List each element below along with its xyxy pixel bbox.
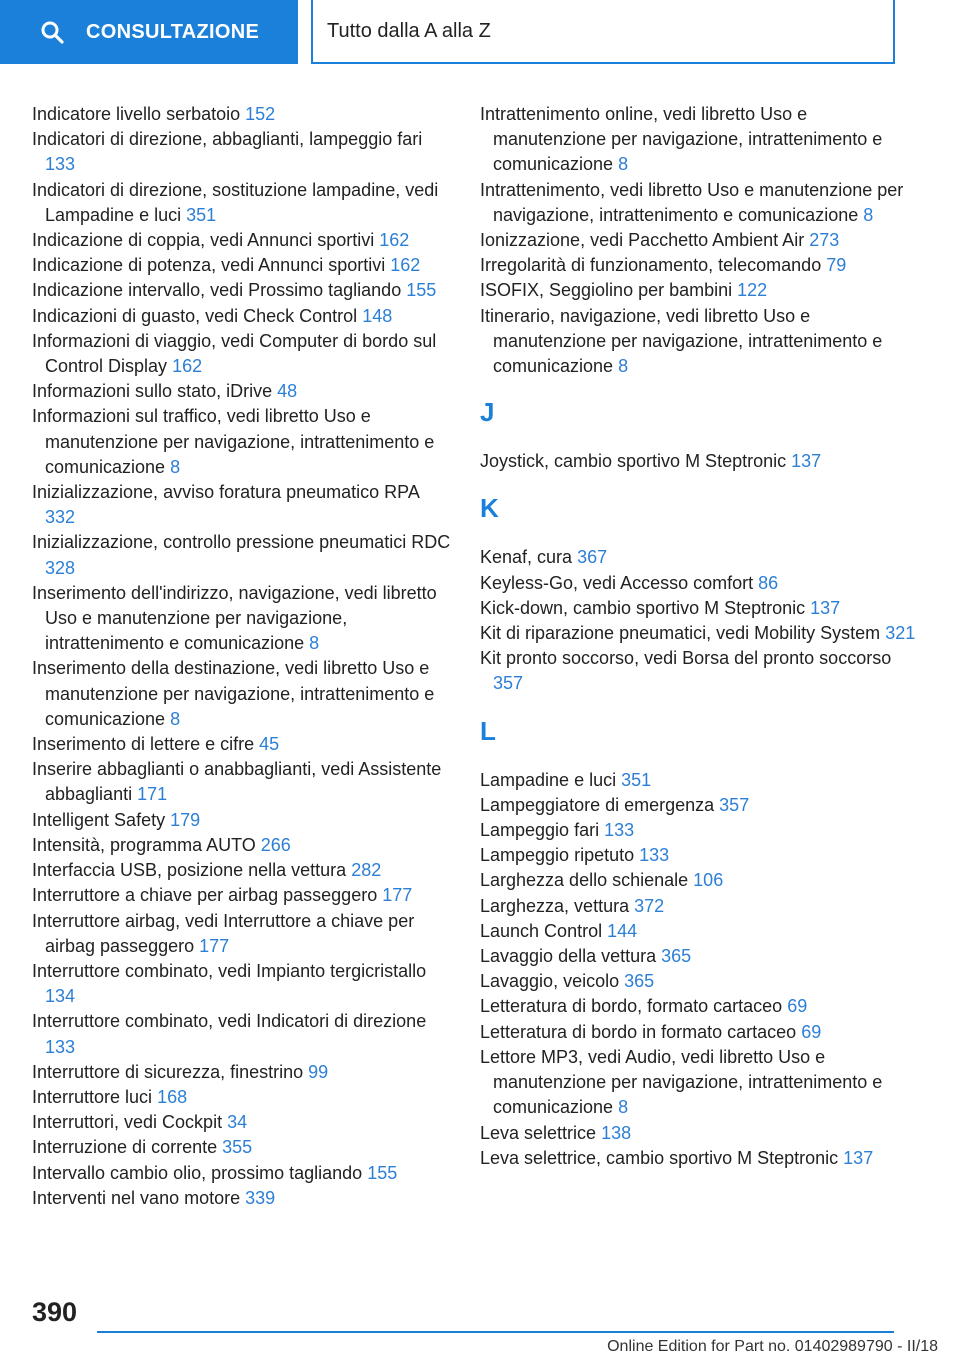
page-reference-link[interactable]: 273 bbox=[809, 230, 840, 251]
letter-heading-l: L bbox=[480, 715, 496, 746]
page-reference-link[interactable]: 351 bbox=[621, 769, 652, 790]
entry-text: Kenaf, cura bbox=[480, 547, 573, 568]
entry-text: Inizializzazione, avviso foratura pneumatico RPA bbox=[32, 482, 419, 503]
entry-text: Lampeggio ripetuto bbox=[480, 845, 635, 866]
index-entry bbox=[32, 1161, 452, 1186]
entry-text: Kit pronto soccorso, vedi Borsa del pronto soccorso bbox=[480, 648, 892, 669]
entry-text: Letteratura di bordo, formato cartaceo bbox=[480, 996, 783, 1017]
footer-divider bbox=[97, 1331, 894, 1333]
entry-text: Indicazione intervallo, vedi Prossimo tagliando bbox=[32, 280, 402, 301]
page-reference-link[interactable]: 332 bbox=[45, 507, 76, 528]
index-entry bbox=[480, 449, 920, 474]
index-entry bbox=[32, 959, 452, 1009]
index-group-l bbox=[480, 768, 920, 1171]
index-entry bbox=[480, 768, 920, 793]
index-entry bbox=[480, 646, 920, 696]
index-entry bbox=[32, 858, 452, 883]
entry-text: Informazioni sul traffico, vedi libretto Uso e manutenzione per navigazione, intrattenimento e comunicazione bbox=[32, 406, 435, 477]
index-group-k bbox=[480, 545, 920, 696]
index-entry bbox=[32, 178, 452, 228]
index-entry bbox=[32, 329, 452, 379]
index-entry bbox=[480, 102, 920, 178]
page-reference-link[interactable]: 179 bbox=[170, 809, 201, 830]
index-entry bbox=[480, 868, 920, 893]
page-reference-link[interactable]: 133 bbox=[45, 1036, 76, 1057]
index-entry bbox=[32, 909, 452, 959]
entry-text: Lettore MP3, vedi Audio, vedi libretto Uso e manutenzione per navigazione, intrattenimento e comunicazione bbox=[480, 1046, 883, 1118]
index-entry bbox=[480, 253, 920, 278]
index-entry bbox=[32, 530, 452, 580]
page-reference-link[interactable]: 8 bbox=[170, 708, 181, 729]
entry-text: Indicatori di direzione, abbaglianti, lampeggio fari bbox=[32, 129, 423, 150]
page-reference-link[interactable]: 365 bbox=[624, 971, 655, 992]
entry-text: Interruttore a chiave per airbag passeggero bbox=[32, 885, 378, 906]
page-reference-link[interactable]: 162 bbox=[390, 255, 421, 276]
page-reference-link[interactable]: 162 bbox=[172, 356, 203, 377]
index-group-i bbox=[480, 102, 920, 379]
page-reference-link[interactable]: 171 bbox=[137, 784, 168, 805]
page-reference-link[interactable]: 282 bbox=[351, 860, 382, 881]
index-entry bbox=[32, 404, 452, 480]
page-reference-link[interactable]: 34 bbox=[227, 1112, 248, 1133]
entry-text: Inserimento di lettere e cifre bbox=[32, 734, 255, 755]
entry-text: Interruttore combinato, vedi Impianto tergicristallo bbox=[32, 960, 427, 981]
index-entry bbox=[480, 969, 920, 994]
entry-text: Indicazioni di guasto, vedi Check Control bbox=[32, 305, 358, 326]
index-entry bbox=[32, 732, 452, 757]
page-reference-link[interactable]: 122 bbox=[737, 280, 768, 301]
entry-text: Itinerario, navigazione, vedi libretto Uso e manutenzione per navigazione, intrattenimento e comunicazione bbox=[480, 305, 883, 377]
entry-text: Kick-down, cambio sportivo M Steptronic bbox=[480, 597, 806, 618]
entry-text: Lampadine e luci bbox=[480, 769, 617, 790]
entry-text: Leva selettrice, cambio sportivo M Steptronic bbox=[480, 1147, 839, 1168]
index-entry bbox=[32, 253, 452, 278]
entry-text: ISOFIX, Seggiolino per bambini bbox=[480, 280, 733, 301]
index-entry bbox=[480, 304, 920, 380]
page-reference-link[interactable]: 168 bbox=[157, 1086, 188, 1107]
tab-consultazione[interactable] bbox=[0, 0, 298, 64]
entry-text: Inserimento della destinazione, vedi libretto Uso e manutenzione per navigazione, intrattenimento e comunicazione bbox=[32, 658, 435, 729]
page-reference-link[interactable]: 357 bbox=[493, 673, 524, 694]
page-reference-link[interactable]: 133 bbox=[604, 820, 635, 841]
index-entry bbox=[480, 944, 920, 969]
index-entry bbox=[480, 793, 920, 818]
entry-text: Interruttore combinato, vedi Indicatori di direzione bbox=[32, 1011, 427, 1032]
index-entry bbox=[480, 843, 920, 868]
page-reference-link[interactable]: 138 bbox=[601, 1122, 632, 1143]
index-entry bbox=[32, 581, 452, 657]
entry-text: Interventi nel vano motore bbox=[32, 1187, 241, 1208]
index-entry bbox=[480, 278, 920, 303]
index-entry bbox=[480, 1020, 920, 1045]
page-reference-link[interactable]: 152 bbox=[245, 104, 276, 124]
index-group-j bbox=[480, 449, 920, 474]
index-entry bbox=[32, 808, 452, 833]
page-reference-link[interactable]: 367 bbox=[577, 547, 608, 568]
entry-text: Indicazione di potenza, vedi Annunci sportivi bbox=[32, 255, 386, 276]
page-reference-link[interactable]: 144 bbox=[607, 920, 638, 941]
entry-text: Lavaggio della vettura bbox=[480, 946, 657, 967]
letter-heading-j: J bbox=[480, 397, 495, 428]
page-reference-link[interactable]: 45 bbox=[259, 734, 280, 755]
entry-text: Indicatori di direzione, sostituzione lampadine, vedi Lampadine e luci bbox=[32, 179, 439, 225]
index-entry bbox=[32, 1110, 452, 1135]
index-entry bbox=[480, 545, 920, 570]
entry-text: Launch Control bbox=[480, 920, 603, 941]
index-entry bbox=[480, 1121, 920, 1146]
index-entry bbox=[32, 228, 452, 253]
entry-text: Lavaggio, veicolo bbox=[480, 971, 620, 992]
page-reference-link[interactable]: 133 bbox=[639, 845, 670, 866]
entry-text: Intelligent Safety bbox=[32, 809, 166, 830]
entry-text: Intervallo cambio olio, prossimo tagliando bbox=[32, 1162, 363, 1183]
entry-text: Informazioni sullo stato, iDrive bbox=[32, 381, 273, 402]
index-entry bbox=[480, 994, 920, 1019]
entry-text: Intrattenimento, vedi libretto Uso e manutenzione per navigazione, intrattenimento e comunicazione bbox=[480, 179, 904, 225]
index-entry bbox=[480, 818, 920, 843]
index-column-right bbox=[480, 102, 920, 1171]
entry-text: Inserimento dell'indirizzo, navigazione, vedi libretto Uso e manutenzione per navigazione, intrattenimento e comunicazione bbox=[32, 582, 437, 654]
entry-text: Interruttore luci bbox=[32, 1086, 153, 1107]
entry-text: Keyless-Go, vedi Accesso comfort bbox=[480, 572, 754, 593]
index-entry bbox=[32, 480, 452, 530]
page-reference-link[interactable]: 69 bbox=[801, 1021, 822, 1042]
index-entry bbox=[32, 304, 452, 329]
index-entry bbox=[32, 278, 452, 303]
entry-text: Interruttore di sicurezza, finestrino bbox=[32, 1061, 304, 1082]
entry-text: Lampeggiatore di emergenza bbox=[480, 794, 715, 815]
entry-text: Irregolarità di funzionamento, telecomando bbox=[480, 255, 822, 276]
index-entry bbox=[480, 178, 920, 228]
entry-text: Kit di riparazione pneumatici, vedi Mobility System bbox=[480, 623, 881, 644]
page-reference-link[interactable]: 8 bbox=[618, 154, 629, 175]
page-reference-link[interactable]: 48 bbox=[277, 381, 298, 402]
page-reference-link[interactable]: 99 bbox=[308, 1061, 329, 1082]
page-reference-link[interactable]: 133 bbox=[45, 154, 76, 175]
index-entry bbox=[32, 656, 452, 732]
index-entry bbox=[480, 596, 920, 621]
index-entry bbox=[32, 1135, 452, 1160]
page-reference-link[interactable]: 137 bbox=[791, 451, 822, 472]
index-entry bbox=[480, 571, 920, 596]
index-entry bbox=[32, 1060, 452, 1085]
page-reference-link[interactable]: 339 bbox=[245, 1187, 276, 1208]
index-entry bbox=[32, 883, 452, 908]
page-reference-link[interactable]: 134 bbox=[45, 986, 76, 1007]
page-reference-link[interactable]: 137 bbox=[810, 597, 841, 618]
entry-text: Interruzione di corrente bbox=[32, 1137, 218, 1158]
page-number: 390 bbox=[32, 1297, 78, 1327]
index-entry bbox=[480, 1146, 920, 1171]
page-reference-link[interactable]: 8 bbox=[309, 633, 320, 654]
page-reference-link[interactable]: 177 bbox=[382, 885, 413, 906]
page-reference-link[interactable]: 148 bbox=[362, 305, 393, 326]
entry-text: Inizializzazione, controllo pressione pneumatici RDC bbox=[32, 532, 451, 553]
entry-text: Interruttore airbag, vedi Interruttore a chiave per airbag passeggero bbox=[32, 910, 415, 956]
index-entry bbox=[32, 1085, 452, 1110]
entry-text: Joystick, cambio sportivo M Steptronic bbox=[480, 451, 787, 472]
letter-heading-k: K bbox=[480, 493, 499, 524]
index-entry bbox=[480, 228, 920, 253]
page-reference-link[interactable]: 321 bbox=[885, 623, 916, 644]
page-reference-link[interactable]: 328 bbox=[45, 557, 76, 578]
entry-text: Interfaccia USB, posizione nella vettura bbox=[32, 860, 347, 881]
page-reference-link[interactable]: 162 bbox=[379, 230, 410, 251]
index-column-left bbox=[32, 102, 452, 1211]
index-entry bbox=[32, 1186, 452, 1211]
page-reference-link[interactable]: 79 bbox=[826, 255, 847, 276]
entry-text: Indicazione di coppia, vedi Annunci sportivi bbox=[32, 230, 375, 251]
edition-footer: Online Edition for Part no. 01402989790 - II/18 bbox=[607, 1338, 938, 1355]
page-reference-link[interactable]: 155 bbox=[406, 280, 437, 301]
search-icon bbox=[40, 20, 64, 44]
index-entry bbox=[480, 621, 920, 646]
entry-text: Inserire abbaglianti o anabbaglianti, vedi Assistente abbaglianti bbox=[32, 759, 442, 805]
page-reference-link[interactable]: 351 bbox=[186, 204, 217, 225]
index-entry bbox=[480, 894, 920, 919]
entry-text: Informazioni di viaggio, vedi Computer di bordo sul Control Display bbox=[32, 330, 437, 377]
section-title bbox=[311, 0, 895, 64]
section-title-text: Tutto dalla A alla Z bbox=[327, 19, 491, 42]
page-reference-link[interactable]: 106 bbox=[693, 870, 724, 891]
page-reference-link[interactable]: 357 bbox=[719, 794, 750, 815]
page-reference-link[interactable]: 8 bbox=[618, 1097, 629, 1118]
index-entry bbox=[480, 1045, 920, 1121]
page-reference-link[interactable]: 137 bbox=[843, 1147, 874, 1168]
entry-text: Larghezza, vettura bbox=[480, 895, 630, 916]
entry-text: Ionizzazione, vedi Pacchetto Ambient Air bbox=[480, 230, 805, 251]
entry-text: Intensità, programma AUTO bbox=[32, 834, 256, 855]
index-entry bbox=[32, 102, 452, 127]
entry-text: Interruttori, vedi Cockpit bbox=[32, 1112, 223, 1133]
entry-text: Leva selettrice bbox=[480, 1122, 597, 1143]
page-reference-link[interactable]: 155 bbox=[367, 1162, 398, 1183]
page-reference-link[interactable]: 8 bbox=[170, 456, 181, 477]
page-reference-link[interactable]: 365 bbox=[661, 946, 692, 967]
index-entry bbox=[32, 127, 452, 177]
page-reference-link[interactable]: 69 bbox=[787, 996, 808, 1017]
entry-text: Larghezza dello schienale bbox=[480, 870, 689, 891]
page-reference-link[interactable]: 8 bbox=[618, 356, 629, 377]
entry-text: Letteratura di bordo in formato cartaceo bbox=[480, 1021, 797, 1042]
entry-text: Lampeggio fari bbox=[480, 820, 600, 841]
entry-text: Intrattenimento online, vedi libretto Uso e manutenzione per navigazione, intrattenimento e comunicazione bbox=[480, 104, 883, 175]
page-reference-link[interactable]: 177 bbox=[199, 935, 230, 956]
index-entry bbox=[32, 379, 452, 404]
page-reference-link[interactable]: 372 bbox=[634, 895, 665, 916]
page-reference-link[interactable]: 86 bbox=[758, 572, 779, 593]
tab-label: CONSULTAZIONE bbox=[86, 20, 260, 43]
page-reference-link[interactable]: 266 bbox=[260, 834, 291, 855]
index-entry bbox=[480, 919, 920, 944]
page-reference-link[interactable]: 8 bbox=[863, 204, 874, 225]
page-reference-link[interactable]: 355 bbox=[222, 1137, 253, 1158]
index-entry bbox=[32, 833, 452, 858]
entry-text: Indicatore livello serbatoio bbox=[32, 104, 241, 124]
index-entry bbox=[32, 757, 452, 807]
index-entry bbox=[32, 1009, 452, 1059]
